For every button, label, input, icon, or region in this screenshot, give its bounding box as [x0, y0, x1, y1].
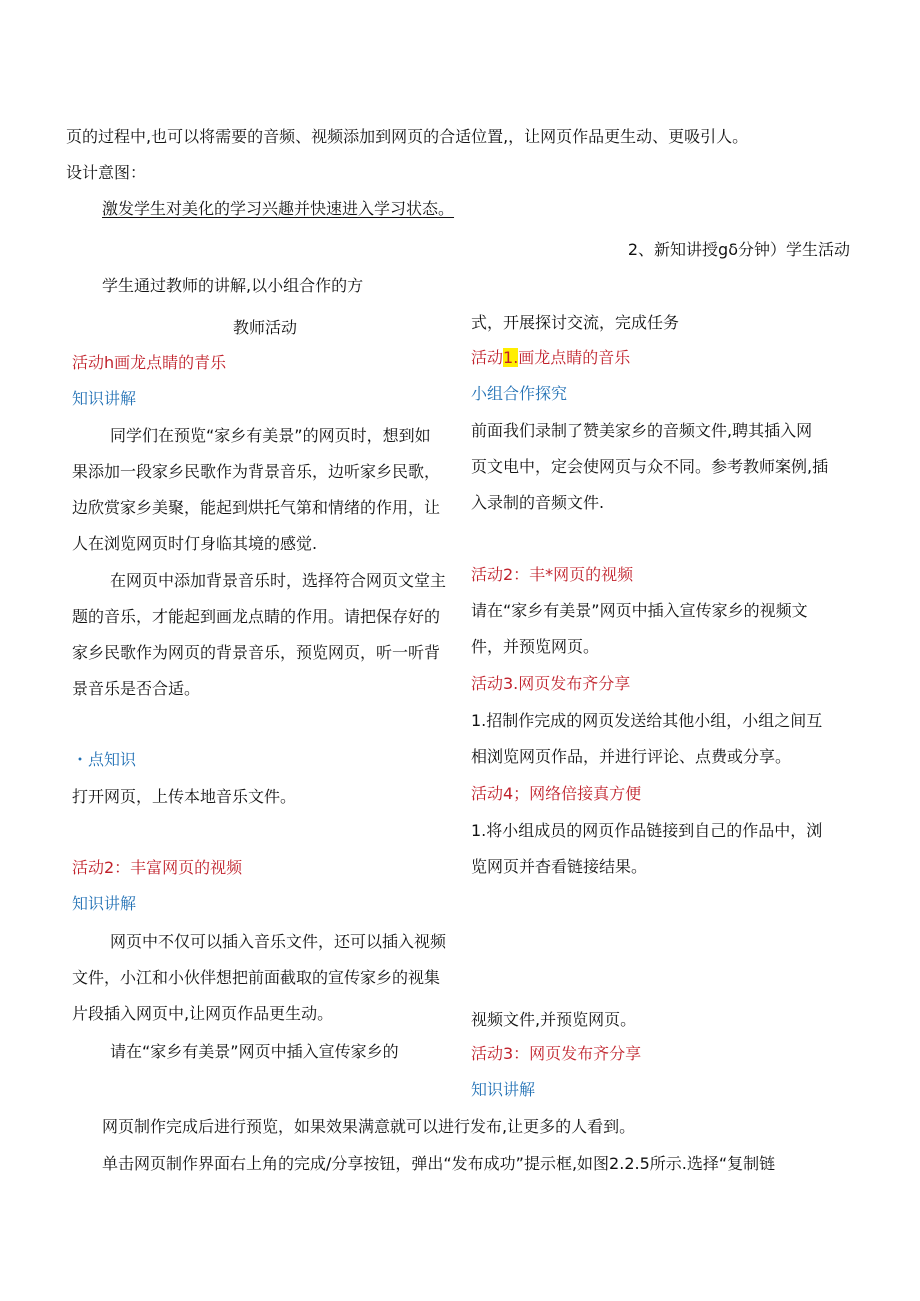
left-activity2-title: 活动2：丰富网页的视频 [72, 858, 243, 877]
left-p3-line: 网页中不仅可以插入音乐文件，还可以插入视频 [110, 932, 447, 951]
right-activity1-highlight: 1. [503, 348, 519, 367]
left-knowledge-heading-1: 知识讲解 [72, 389, 137, 408]
right-r4-line: 览网页并杳看链接结果。 [471, 857, 648, 876]
right-r4-line: 1.将小组成员的网页作品链接到自己的作品中，浏 [471, 821, 823, 840]
right-activity1-title [471, 348, 630, 368]
right-group-explore: 小组合作探究 [471, 384, 568, 403]
left-p2-line: 题的音乐，才能起到画龙点睛的作用。请把保存好的 [72, 607, 441, 626]
teacher-activity-header: 教师活动 [233, 318, 298, 337]
right-activity3-title: 活动3.网页发布齐分享 [471, 674, 631, 693]
left-p1-line: 同学们在预览“家乡有美景”的网页时，想到如 [110, 426, 431, 445]
design-intent-text: 激发学生对美化的学习兴趣并快速进入学习状态。 [102, 199, 455, 218]
student-intro: 学生通过教师的讲解,以小组合作的方 [102, 276, 364, 295]
right-r3-line: 相浏览网页作品，并进行评论、点费或分享。 [471, 747, 792, 766]
right-r2-line: 请在“家乡有美景”网页中插入宣传家乡的视频文 [471, 601, 808, 620]
right-intro-continuation: 式，开展探讨交流，完成任务 [471, 313, 680, 332]
right-r3-line: 1.招制作完成的网页发送给其他小组，小组之间互 [471, 711, 823, 730]
right-r1-line: 入录制的音频文件. [471, 493, 605, 512]
right-activity4-title: 活动4；网络倍接真方便 [471, 784, 642, 803]
right-activity1-rest: 画龙点睛的音乐 [518, 348, 631, 367]
right-r2-line: 件，并预览网页。 [471, 637, 600, 656]
right-r5: 视频文件,并预览网页。 [471, 1010, 637, 1029]
top-line-1: 页的过程中,也可以将需要的音频、视频添加到网页的合适位置,，让网页作品更生动、更吸引人。 [66, 127, 749, 146]
left-activity1-title: 活动h画龙点睛的青乐 [72, 353, 227, 372]
right-r1-line: 页文电中，定会使网页与众不同。参考教师案例,插 [471, 457, 829, 476]
right-activity1-prefix: 活动 [471, 348, 504, 367]
left-p1-line: 果添加一段家乡民歌作为背景音乐，边听家乡民歌， [72, 462, 441, 481]
left-point-knowledge-text: 打开网页，上传本地音乐文件。 [72, 787, 297, 806]
left-p4: 请在“家乡有美景”网页中插入宣传家乡的 [110, 1042, 399, 1061]
bottom-line-1: 网页制作完成后进行预览，如果效果满意就可以进行发布,让更多的人看到。 [102, 1117, 636, 1136]
left-p2-line: 家乡民歌作为网页的背景音乐，预览网页，听一听背 [72, 643, 441, 662]
design-intent-label: 设计意图： [66, 163, 147, 182]
right-activity3b-title: 活动3：网页发布齐分享 [471, 1044, 642, 1063]
right-activity2-title: 活动2：丰*网页的视频 [471, 565, 634, 584]
bottom-line-2: 单击网页制作界面右上角的完成/分享按钮，弹出“发布成功”提示框,如图2.2.5所示.选择“复制链 [102, 1154, 776, 1173]
left-point-knowledge-title: ・点知识 [72, 750, 137, 769]
left-p2-line: 在网页中添加背景音乐时，选择符合网页文堂主 [110, 571, 447, 590]
left-knowledge-heading-2: 知识讲解 [72, 894, 137, 913]
left-p1-line: 边欣赏家乡美聚，能起到烘托气第和情绪的作用，让 [72, 498, 441, 517]
right-r1-line: 前面我们录制了赞美家乡的音频文件,聘其插入网 [471, 421, 813, 440]
left-p3-line: 文件，小江和小伙伴想把前面截取的宣传家乡的视集 [72, 968, 441, 987]
left-p3-line: 片段插入网页中,让网页作品更生动。 [72, 1004, 334, 1023]
left-p1-line: 人在浏览网页时仃身临其境的感觉. [72, 534, 318, 553]
left-p2-line: 景音乐是否合适。 [72, 679, 201, 698]
section-header: 2、新知讲授gδ分钟）学生活动 [627, 240, 850, 259]
right-knowledge-heading: 知识讲解 [471, 1080, 536, 1099]
